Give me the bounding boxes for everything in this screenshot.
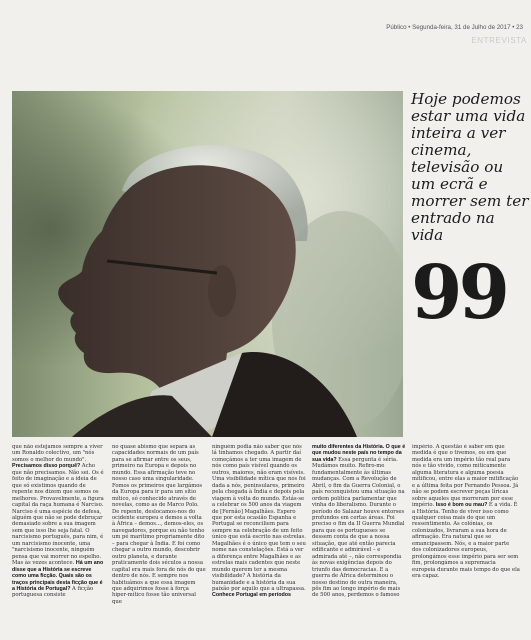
text-column-5 xyxy=(412,444,520,640)
paragraph: É a vida. É a História. Tenho de viver isso como qualquer coisa mais do que um ressentimento. As colónias, os colonizados, livraram a sua hora de afirmação. Era natural que se emancipassem. Nós, e a maior parte dos colonizadores europeus, prolongámos esse império para ser sem fim, prolongámos a supremacia europeia durante mais tempo do que ela era capaz. xyxy=(412,502,520,580)
interview-question: Conhece Portugal em períodos xyxy=(212,592,291,599)
interview-question: Isso é bom ou mau? xyxy=(435,502,489,509)
paragraph: A ficção portuguesa consiste xyxy=(12,585,94,599)
paragraph: império. A questão é saber em que medida é que o tivemos, ou em que medida era um império tão real para nós e tão vivido, como miticamente alguma literatura e alguma poesia mítificou, entre elas a maior mitificação e a última feita por Fernando Pessoa. Já não se podem escrever peças líricas sobre aqueles que morreram por esse império. xyxy=(412,444,519,509)
interview-question: Precisamos disso porquê? xyxy=(12,463,82,470)
page-header xyxy=(0,14,531,45)
pull-quote: Hoje podemos estar uma vida inteira a ver cinema, televisão ou um ecrã e morrer sem ter entrado na vida xyxy=(411,90,529,244)
paragraph: Acho que não precisamos. Não sei. Os é feito de imaginação e a ideia de que só existimos quando de repente nos dizem que somos os melhores. Provavelmente, a figura capital da raça humana é Narciso. Narciso é uma espécie de defesa, alguém que não se pode debruçar demasiado sobre a sua imagem sem que isso lhe seja fatal. O narcisismo português, para nim, é um narcisismo inocente, uma "narcisismo inocente, ninguém pensa que vai morrer no espelho. Mas às vezes acontece. xyxy=(12,463,104,567)
page-meta: Público • Segunda-feira, 31 de Julho de 2017 • 23 xyxy=(386,24,523,31)
paragraph: Essa pergunta é séria. Mudámos muito. Refiro-me fundamentalmente às últimas mudanças. Com a Revolução de Abril, o fim da Guerra Colonial, o país reconquistou uma situação na ordem política parlamentar que vinha do liberalismo. Durante o período do Salazar houve entorses profundos em certas áreas. Foi preciso o fim da II Guerra Mundial para que os portugueses se dessem conta de que a nossa situação, que até então parecia edificante e admirável – e admirada até –, não correspondia às novas exigências depois do triunfo das democracias. E a guerra de África determinou o nosso destino de outra maneira, pôs fim ao longo império de mais de 500 anos, perdemos o famoso xyxy=(312,456,405,599)
paragraph: no quase abismo que separa as capacidades normais de um país para se afirmar entre os seus, primeiro na Europa e depois no mundo. Essa afirmação teve no nosso caso uma singularidade. Fomos os primeiros que largámos da Europa para ir para um sítio mítico, só conhecido através de novelas, como as de Marco Polo. De repente, deslocamos-nos do ocidente europeu e demos a volta à África – demos..., demos-eles, os navegadores, porque eu não tenho um pé marítimo propriamente dito – para chegar à Índia. E foi como chegar a outro mundo, descobrir outro planeta, e durante praticamente dois séculos a nossa capital era mais fora de nós do que dentro de nós. E sempre nos habituámos a que essa imagem que adquirimos fosse à força hiper-mítico fosse tão universal que xyxy=(112,444,206,605)
text-column-3 xyxy=(212,444,306,640)
section-label: ENTREVISTA xyxy=(471,36,527,45)
text-column-4 xyxy=(312,444,406,640)
text-column-2 xyxy=(112,444,206,640)
paragraph: que não estejamos sempre a viver um Ronaldo colectivo, um "nós somos o melhor do mundo". xyxy=(12,444,103,463)
interview-question: Há um ano disse que a História se escreve como uma ficção. Quais são os traços principais desta ficção que é a História de Portugal? xyxy=(12,560,104,592)
quote-mark-icon: 99 xyxy=(411,250,506,336)
paragraph: ninguém podia não saber que nós lá tínhamos chegado. A partir daí começámos a ter uma imagem de nós como país visível quando os outros, maiores, não eram visíveis. Uma visibilidade mítica que nos foi dada a nós, peninsulares, primeiro pela chegada à Índia e depois pela viagem à volta do mundo. Estás-se a celebrar os 500 anos da viagem de [Fernão] Magalhães. Espero que por esta ocasião Espanha e Portugal se reconciliem para sempre na celebração de um feito único que está escrito nas estrelas. Magalhães é o único que tem o seu nome nas constelações. Está a ver a diferença entre Magalhães e as estrelas mais cadentes que neste mundo querem ter a mesma visibilidade? A história da humanidade e a história da sua paixão por aquilo que a ultrapassa. xyxy=(212,444,306,592)
interview-question: muito diferentes da História. O que é que mudou neste país no tempo da sua vida? xyxy=(312,444,406,463)
text-column-1 xyxy=(12,444,106,640)
portrait-photo xyxy=(12,91,403,437)
